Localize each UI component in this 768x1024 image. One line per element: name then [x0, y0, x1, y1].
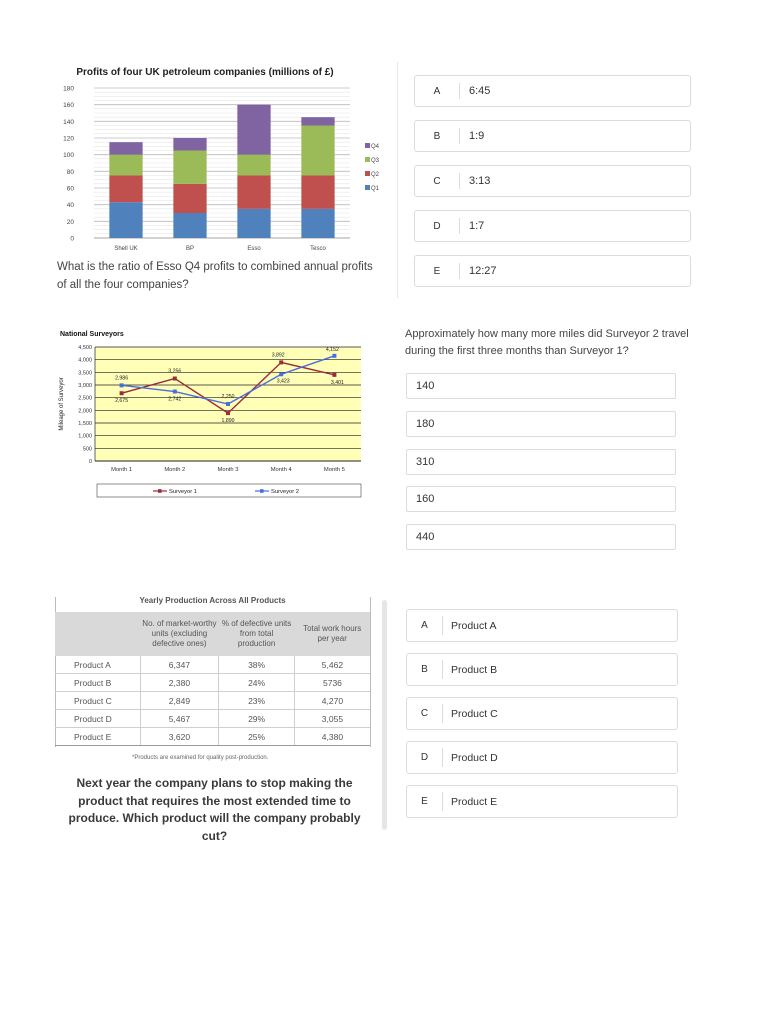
- q1-option-a[interactable]: [414, 75, 691, 107]
- table-cell: 4,380: [294, 728, 370, 746]
- table-cell: 2,849: [140, 692, 219, 710]
- table-row: [55, 710, 370, 728]
- y-tick-label: 0: [88, 459, 92, 465]
- profits-bar-chart: [55, 62, 385, 262]
- bar-segment-q1: [301, 209, 334, 238]
- data-point: [279, 372, 283, 376]
- table-cell: 24%: [219, 674, 295, 692]
- option-letter: A: [421, 620, 428, 631]
- bar-segment-q1: [237, 209, 270, 238]
- table-cell: 5,462: [294, 656, 370, 674]
- table-cell: 4,270: [294, 692, 370, 710]
- y-tick-label: 60: [66, 185, 74, 193]
- option-letter: D: [433, 220, 441, 232]
- q3-option-e[interactable]: [406, 785, 678, 818]
- y-tick-label: 160: [63, 102, 74, 110]
- legend-swatch: [365, 185, 370, 190]
- bar-segment-q4: [173, 138, 206, 151]
- chart-title: National Surveyors: [60, 331, 124, 338]
- option-value: Product E: [451, 795, 498, 808]
- legend-marker: [158, 489, 162, 493]
- table-row: [55, 728, 370, 746]
- data-label: 2,986: [115, 375, 129, 382]
- production-table: [55, 612, 370, 746]
- bar-segment-q4: [301, 117, 334, 125]
- option-letter: C: [433, 175, 441, 187]
- y-tick-label: 2,000: [78, 408, 92, 415]
- q2-option-1[interactable]: 140: [406, 373, 676, 399]
- bar-segment-q3: [237, 155, 270, 176]
- y-tick-label: 140: [63, 118, 74, 126]
- bar-segment-q2: [237, 176, 270, 209]
- table-header-product: [55, 612, 140, 656]
- data-label: 2,675: [115, 398, 129, 405]
- legend-swatch: [365, 157, 370, 162]
- option-separator: [459, 83, 460, 99]
- table-cell: 3,620: [140, 728, 219, 746]
- y-tick-label: 2,500: [78, 395, 92, 402]
- data-label: 3,423: [276, 378, 290, 385]
- option-separator: [442, 748, 443, 767]
- bar-segment-q1: [109, 202, 142, 238]
- q3-option-d[interactable]: [406, 741, 678, 774]
- data-point: [120, 391, 124, 395]
- x-tick-label: Tesco: [310, 246, 326, 252]
- option-value: 3:13: [469, 175, 491, 187]
- table-header-row: [55, 612, 370, 656]
- x-tick-label: Month 1: [111, 467, 133, 473]
- option-value: 1:7: [469, 220, 485, 232]
- y-tick-label: 3,000: [78, 383, 92, 389]
- bar-segment-q4: [109, 142, 142, 155]
- table-header-defective: % of defective units from total production: [219, 612, 295, 656]
- option-separator: [459, 218, 460, 234]
- table-title: Yearly Production Across All Products: [139, 596, 286, 605]
- option-letter: B: [421, 664, 428, 675]
- x-tick-label: Month 3: [217, 467, 239, 473]
- y-tick-label: 180: [63, 85, 74, 93]
- table-row: [55, 656, 370, 674]
- data-label: 3,892: [271, 352, 285, 359]
- option-value: 1:9: [469, 130, 485, 142]
- legend-swatch: [365, 143, 370, 148]
- data-label: 3,256: [168, 368, 182, 375]
- legend-label: Surveyor 2: [271, 489, 300, 495]
- y-tick-label: 80: [66, 168, 74, 176]
- data-point: [332, 354, 336, 358]
- option-value: Product C: [451, 707, 498, 720]
- legend-marker: [260, 489, 264, 493]
- bar-segment-q2: [173, 184, 206, 213]
- table-cell: 3,055: [294, 710, 370, 728]
- option-value: Product B: [451, 663, 498, 676]
- table-header-units: No. of market-worthy units (excluding defective ones): [140, 612, 219, 656]
- q1-option-b[interactable]: [414, 120, 691, 152]
- x-tick-label: Month 2: [164, 467, 186, 473]
- legend-label: Q3: [371, 158, 380, 164]
- option-separator: [442, 660, 443, 679]
- q3-option-c[interactable]: [406, 697, 678, 730]
- legend-label: Q2: [371, 172, 380, 178]
- option-letter: C: [420, 708, 429, 719]
- y-tick-label: 1,000: [78, 433, 92, 440]
- y-tick-label: 500: [82, 446, 92, 453]
- surveyor-line-chart: [55, 325, 365, 500]
- option-letter: D: [420, 752, 429, 763]
- y-axis-label: Mileage of Surveyor: [59, 377, 65, 431]
- legend-box: [97, 484, 361, 497]
- q1-question-text: What is the ratio of Esso Q4 profits to combined annual profits of all the four companies?: [57, 261, 373, 291]
- table-frame-right: [370, 597, 371, 747]
- table-footnote: *Products are examined for quality post-production.: [132, 755, 269, 761]
- legend-label: Q1: [371, 186, 380, 192]
- table-cell: 2,380: [140, 674, 219, 692]
- q1-option-d[interactable]: [414, 210, 691, 242]
- option-value: Product D: [451, 751, 498, 764]
- table-cell: Product A: [55, 656, 140, 674]
- x-tick-label: Month 4: [270, 467, 292, 473]
- option-letter: E: [433, 265, 441, 277]
- y-tick-label: 120: [63, 135, 74, 143]
- data-point: [226, 402, 230, 406]
- table-cell: 5736: [294, 674, 370, 692]
- legend-label: Surveyor 1: [169, 489, 198, 495]
- legend-swatch: [365, 171, 370, 176]
- bar-segment-q2: [109, 176, 142, 203]
- q1-option-e[interactable]: [414, 255, 691, 287]
- table-cell: 25%: [219, 728, 295, 746]
- bar-segment-q4: [237, 105, 270, 155]
- x-tick-label: BP: [185, 246, 195, 252]
- table-cell: Product D: [55, 710, 140, 728]
- data-point: [173, 390, 177, 394]
- option-separator: [442, 704, 443, 723]
- y-tick-label: 4,500: [78, 345, 92, 351]
- table-cell: Product C: [55, 692, 140, 710]
- option-letter: E: [421, 796, 428, 807]
- chart-title: Profits of four UK petroleum companies (millions of £): [76, 67, 334, 78]
- data-label: 4,152: [325, 346, 339, 353]
- data-point: [332, 373, 336, 377]
- bar-segment-q2: [301, 176, 334, 209]
- bar-segment-q1: [173, 213, 206, 238]
- data-label: 2,250: [221, 394, 235, 400]
- table-row: [55, 674, 370, 692]
- option-separator: [442, 616, 443, 635]
- q2-option-3[interactable]: 310: [406, 449, 676, 475]
- x-tick-label: Esso: [247, 246, 261, 252]
- y-tick-label: 4,000: [78, 357, 92, 364]
- q3-question-text: Next year the company plans to stop making the product that requires the most extended time to produce. Which product will the company probably cut?: [68, 776, 361, 843]
- q2-option-5[interactable]: 440: [406, 524, 676, 550]
- data-point: [279, 360, 283, 364]
- y-tick-label: 0: [70, 235, 74, 243]
- y-tick-label: 100: [63, 152, 74, 160]
- x-tick-label: Shell UK: [114, 246, 138, 252]
- q3-option-b[interactable]: [406, 653, 678, 686]
- bar-segment-q3: [301, 126, 334, 176]
- y-tick-label: 1,500: [78, 421, 92, 427]
- data-label: 3,401: [330, 379, 344, 386]
- y-tick-label: 3,500: [78, 370, 92, 377]
- option-value: Product A: [451, 619, 497, 632]
- table-cell: Product E: [55, 728, 140, 746]
- option-value: 6:45: [469, 85, 491, 97]
- legend-label: Q4: [371, 144, 380, 150]
- data-label: 2,742: [168, 396, 182, 403]
- option-letter: A: [433, 85, 441, 97]
- q3-option-a[interactable]: [406, 609, 678, 642]
- option-letter: B: [433, 130, 441, 142]
- option-separator: [459, 263, 460, 279]
- table-row: [55, 692, 370, 710]
- table-cell: 6,347: [140, 656, 219, 674]
- q1-option-c[interactable]: [414, 165, 691, 197]
- bar-segment-q3: [109, 155, 142, 176]
- table-cell: 38%: [219, 656, 295, 674]
- q2-option-2[interactable]: 180: [406, 411, 676, 437]
- table-cell: 5,467: [140, 710, 219, 728]
- option-separator: [459, 128, 460, 144]
- q2-option-4[interactable]: 160: [406, 486, 676, 512]
- table-cell: Product B: [55, 674, 140, 692]
- table-cell: 23%: [219, 692, 295, 710]
- scrollbar[interactable]: [382, 600, 387, 830]
- option-value: 12:27: [469, 265, 497, 277]
- table-header-hours: Total work hours per year: [294, 612, 370, 656]
- table-cell: 29%: [219, 710, 295, 728]
- bar-segment-q3: [173, 151, 206, 184]
- data-label: 1,890: [221, 418, 235, 425]
- q1-divider: [397, 62, 398, 298]
- y-tick-label: 20: [66, 218, 74, 226]
- x-tick-label: Month 5: [323, 467, 345, 473]
- data-point: [120, 383, 124, 387]
- y-tick-label: 40: [66, 202, 74, 210]
- q2-question-text: Approximately how many more miles did Surveyor 2 travel during the first three months than Surveyor 1?: [405, 328, 689, 357]
- data-point: [173, 377, 177, 381]
- data-point: [226, 411, 230, 415]
- option-separator: [442, 792, 443, 811]
- option-separator: [459, 173, 460, 189]
